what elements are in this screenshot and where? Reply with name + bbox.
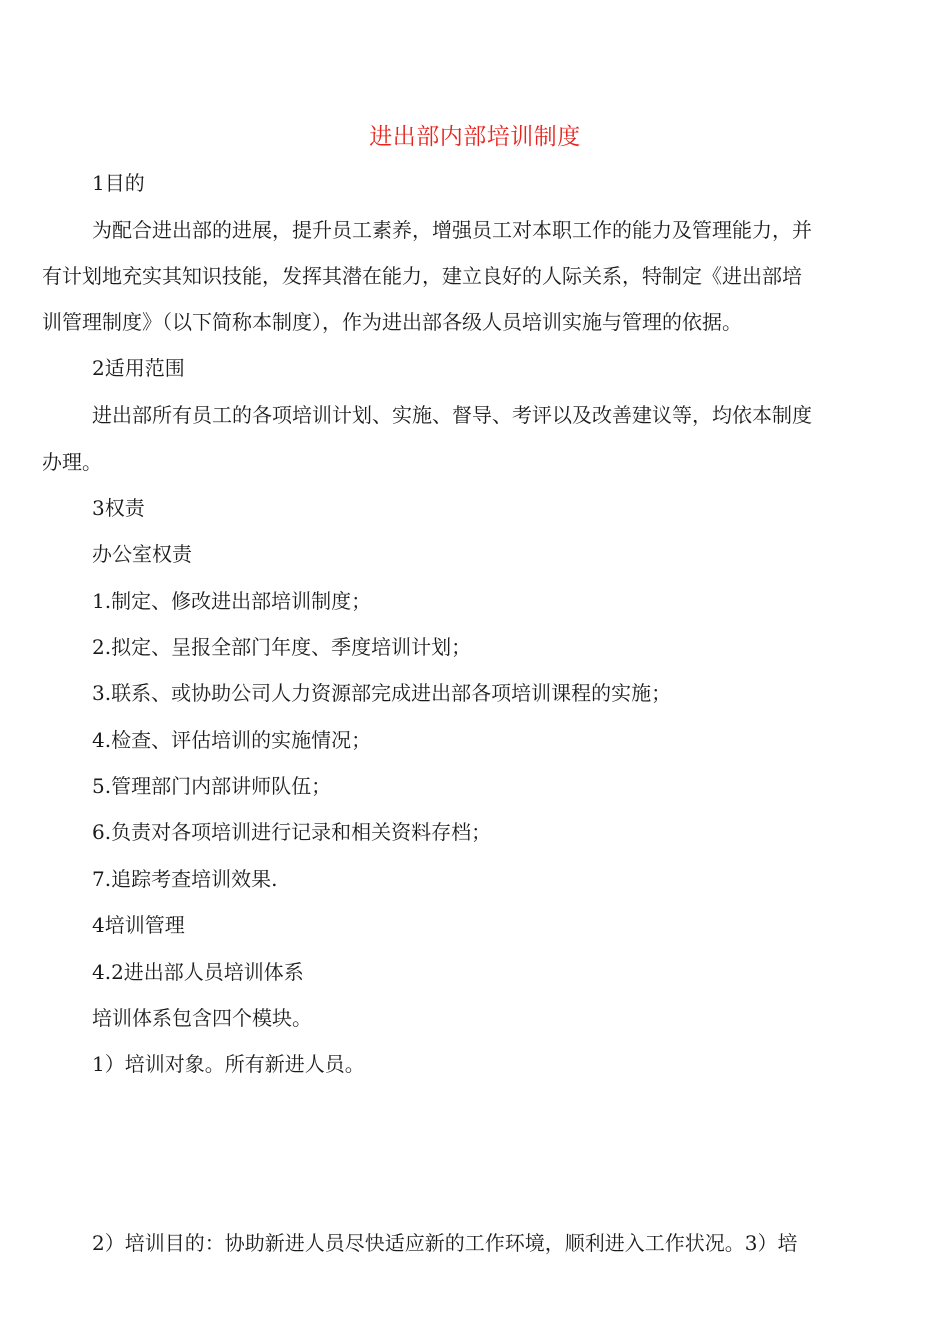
section-2-paragraph-line-1: 进出部所有员工的各项培训计划、实施、督导、考评以及改善建议等，均依本制度	[92, 403, 812, 427]
section-4-heading: 4培训管理	[92, 913, 185, 937]
section-4-2-item-2: 2）培训目的：协助新进人员尽快适应新的工作环境，顺利进入工作状况。3）培	[92, 1231, 798, 1255]
document-title: 进出部内部培训制度	[369, 124, 581, 150]
section-1-paragraph-line-3: 训管理制度》（以下简称本制度），作为进出部各级人员培训实施与管理的依据。	[42, 310, 742, 334]
section-1-paragraph-line-1	[92, 216, 905, 244]
list-item: 7.追踪考查培训效果.	[92, 867, 278, 891]
section-1-heading: 1目的	[92, 171, 145, 195]
list-item: 2.拟定、呈报全部门年度、季度培训计划；	[92, 635, 472, 659]
section-3-heading: 3权责	[92, 496, 145, 520]
list-item: 4.检查、评估培训的实施情况；	[92, 728, 372, 752]
section-1-paragraph-line-2: 有计划地充实其知识技能，发挥其潜在能力，建立良好的人际关系，特制定《进出部培	[42, 264, 802, 288]
section-4-2-paragraph: 培训体系包含四个模块。	[92, 1006, 312, 1030]
section-4-2-heading: 4.2进出部人员培训体系	[92, 960, 304, 984]
text-span: 为配合进出部的进展，提升员工素养，增强员工对本职工作的能力及管理能力，并	[92, 218, 812, 242]
section-4-2-item-1: 1）培训对象。所有新进人员。	[92, 1052, 365, 1076]
section-2-heading: 2适用范围	[92, 356, 185, 380]
section-3-subheading: 办公室权责	[92, 542, 192, 566]
list-item: 1.制定、修改进出部培训制度；	[92, 589, 372, 613]
list-item: 6.负责对各项培训进行记录和相关资料存档；	[92, 820, 492, 844]
section-2-paragraph-line-2: 办理。	[42, 450, 102, 474]
list-item: 3.联系、或协助公司人力资源部完成进出部各项培训课程的实施；	[92, 681, 672, 705]
list-item: 5.管理部门内部讲师队伍；	[92, 774, 332, 798]
